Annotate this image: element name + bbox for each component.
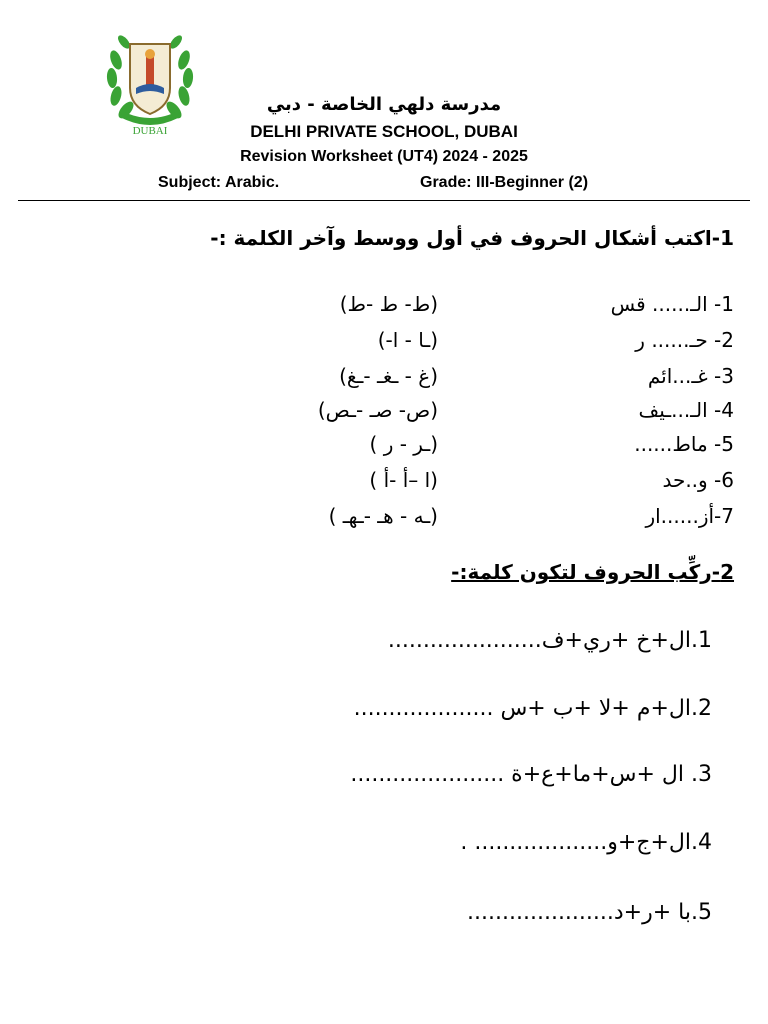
q1-options-6: (ا –أ -أ ) <box>369 468 438 492</box>
question-1-title: 1-اكتب أشكال الحروف في أول ووسط وآخر الكلمة :- <box>210 226 734 250</box>
q2-item-3: 3. ال +س+ما+ع+ة ...................... <box>350 762 712 787</box>
q1-word-1: 1- الـ...... قس <box>610 292 734 316</box>
q1-options-7: (ـه - هـ -ـهـ ) <box>328 504 438 528</box>
q1-options-3: (غ - ـغـ -ـغ) <box>339 364 438 388</box>
q1-options-2: (ـا - ا-) <box>377 328 438 352</box>
grade-label: Grade: III-Beginner (2) <box>420 174 589 191</box>
question-2-title: 2-ركِّب الحروف لتكون كلمة:- <box>451 560 734 584</box>
q1-word-6: 6- و..حد <box>662 468 734 492</box>
q1-options-4: (ص- صـ -ـص) <box>317 398 438 422</box>
q2-item-4: 4.ال+ج+و................... . <box>460 830 712 855</box>
q1-options-5: (ـر - ر ) <box>369 432 438 456</box>
q1-word-2: 2- حـ...... ر <box>635 328 734 352</box>
school-name-english: DELHI PRIVATE SCHOOL, DUBAI <box>250 122 518 141</box>
subject-label: Subject: Arabic. <box>158 174 280 191</box>
q1-options-1: (ط- ط -ط) <box>339 292 438 316</box>
q2-item-1: 1.ال+خ +ري+ف...................... <box>387 628 712 653</box>
school-name-arabic: مدرسة دلهي الخاصة - دبي <box>266 94 502 115</box>
q1-word-5: 5- ماط...... <box>634 432 734 456</box>
logo-text: DUBAI <box>132 125 168 136</box>
q1-word-3: 3- غـ...ائم <box>647 364 734 388</box>
q2-item-5: 5.با +ر+د..................... <box>467 900 712 925</box>
worksheet-title: Revision Worksheet (UT4) 2024 - 2025 <box>240 148 528 165</box>
school-logo <box>102 30 198 136</box>
q1-word-4: 4- الـ...ـيف <box>638 398 734 422</box>
q2-item-2: 2.ال+م +لا +ب +س .................... <box>353 696 712 721</box>
q1-word-7: 7-أز......ار <box>645 504 734 528</box>
header-divider <box>18 200 750 201</box>
